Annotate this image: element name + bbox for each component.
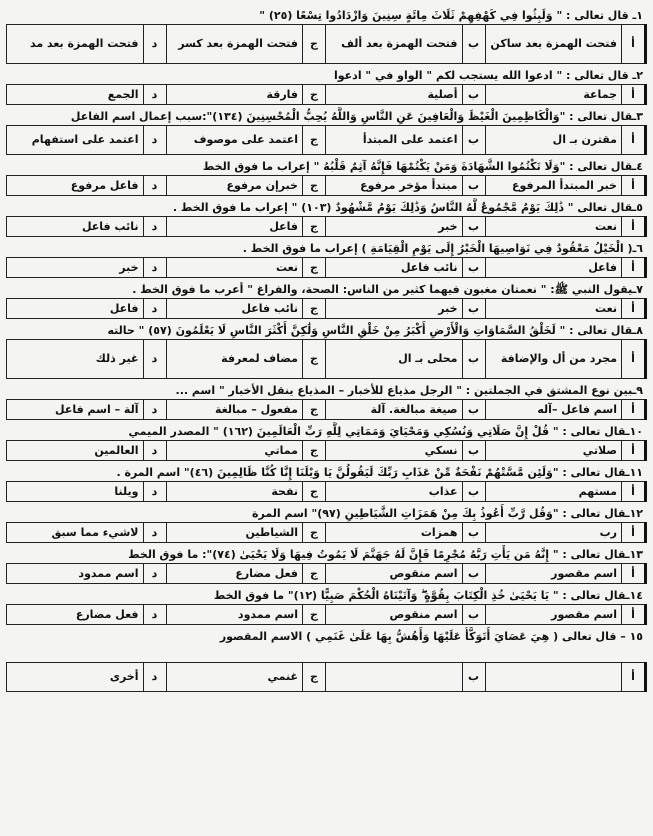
option-letter: د [143,25,166,64]
option-c[interactable]: اعتمد على موصوف [166,126,303,155]
option-c[interactable]: خبرإن مرفوع [166,176,303,196]
question [6,422,647,461]
option-letter: ج [303,258,326,278]
option-letter: ج [303,564,326,584]
option-a[interactable]: مستهم [485,482,622,502]
option-b[interactable]: عذاب [326,482,463,502]
option-letter: ج [303,663,326,692]
option-letter: د [143,564,166,584]
option-letter: ج [303,340,326,379]
option-letter: أ [622,400,646,420]
option-b[interactable]: اعتمد على المبتدأ [326,126,463,155]
option-a[interactable]: اسم مقصور [485,564,622,584]
option-c[interactable]: نائب فاعل [166,299,303,319]
question [6,157,647,196]
question-stem: ٣ـقال تعالى : "وَالْكَاظِمِينَ الْغَيْظَ وَالْعَافِينَ عَنِ النَّاسِ وَاللَّهُ يُحِبُّ الْمُحْسِنِينَ (١٣٤)":سبب إعمال اسم الفاعل [70,110,643,123]
question-stem: ١٠ـقال تعالى : " قُلْ إِنَّ صَلَاتِي وَنُسُكِي وَمَحْيَايَ وَمَمَاتِي لِلَّهِ رَبِّ الْعَالَمِينَ (١٦٢) " المصدر الميمي [128,425,643,438]
option-letter: ب [462,126,485,155]
options-table [6,604,647,625]
option-d[interactable]: ويلنا [7,482,144,502]
question-stem: ١٥ – قال تعالى ( هِيَ عَصَايَ أَتَوَكَّأُ عَلَيْهَا وَأَهُشُّ بِهَا عَلَىٰ غَنَمِي ) الاسم المقصور [219,630,643,643]
option-d[interactable]: فاعل [7,299,144,319]
option-letter: د [143,176,166,196]
option-b[interactable]: نائب فاعل [326,258,463,278]
question [6,504,647,543]
option-letter: ب [462,441,485,461]
option-letter: ج [303,441,326,461]
option-letter: ج [303,176,326,196]
option-letter: د [143,299,166,319]
option-a[interactable]: نعت [485,299,622,319]
option-d[interactable]: العالمين [7,441,144,461]
question-stem: ٨ـقال تعالى : " لَخَلْقُ السَّمَاوَاتِ وَالْأَرْضِ أَكْبَرُ مِنْ خَلْقِ النَّاسِ وَلَٰكِنَّ أَكْثَرَ النَّاسِ لَا يَعْلَمُونَ (٥٧) " حالته [107,324,643,337]
option-letter: د [143,340,166,379]
option-d[interactable]: أخرى [7,663,144,692]
option-letter: أ [622,126,646,155]
option-letter: د [143,605,166,625]
options-table [6,125,647,155]
option-letter: د [143,523,166,543]
option-letter: ج [303,523,326,543]
options-table [6,257,647,278]
option-a[interactable]: رب [485,523,622,543]
option-c[interactable]: غنمي [166,663,303,692]
option-a[interactable]: مجرد من أل والإضافة [485,340,622,379]
option-letter: أ [622,176,646,196]
option-letter: ج [303,217,326,237]
option-b[interactable]: نسكي [326,441,463,461]
option-b[interactable]: مبتدأ مؤخر مرفوع [326,176,463,196]
option-b[interactable]: أصلية [326,85,463,105]
option-d[interactable]: الجمع [7,85,144,105]
option-letter: أ [622,482,646,502]
question [6,280,647,319]
option-letter: ب [462,85,485,105]
option-b[interactable]: همزات [326,523,463,543]
option-b[interactable]: خبر [326,217,463,237]
question-stem: ٩ـبين نوع المشتق في الجملتين : " الرجل مذياع للأخبار – المذياع ينقل الأخبار " اسم ... [175,384,643,397]
option-a[interactable]: فتحت الهمزة بعد ساكن [485,25,622,64]
option-a[interactable]: فاعل [485,258,622,278]
option-a[interactable] [485,663,622,692]
option-a[interactable]: خبر المبتدأ المرفوع [485,176,622,196]
option-b[interactable] [326,663,463,692]
option-d[interactable]: اسم ممدود [7,564,144,584]
option-letter: أ [622,564,646,584]
option-letter: ج [303,482,326,502]
option-c[interactable]: نعت [166,258,303,278]
option-letter: أ [622,217,646,237]
question-stem: ٦ـ( الْخَيْلُ مَعْقُودٌ فِي نَوَاصِيهَا الْخَيْرُ إِلَى يَوْمِ الْقِيَامَةِ ) إعراب ما فوق الخط . [242,242,643,255]
option-d[interactable]: آلة – اسم فاعل [7,400,144,420]
option-c[interactable]: فاعل [166,217,303,237]
option-letter: ب [462,663,485,692]
option-letter: د [143,441,166,461]
question [6,239,647,278]
option-c[interactable]: فارقة [166,85,303,105]
option-letter: ب [462,400,485,420]
question-stem: ٥ـقال تعالى " ذَٰلِكَ يَوْمٌ مَّجْمُوعٌ لَّهُ النَّاسُ وَذَٰلِكَ يَوْمٌ مَّشْهُودٌ (١٠٣) " إعراب ما فوق الخط . [172,201,643,214]
question-stem: ١٤ـقال تعالى : " يَا يَحْيَىٰ خُذِ الْكِتَابَ بِقُوَّةٍ ۖ وَآتَيْنَاهُ الْحُكْمَ صَبِيًّا (١٢)" ما فوق الخط [213,589,643,602]
option-a[interactable]: اسم فاعل –آله [485,400,622,420]
option-d[interactable]: فتحت الهمزة بعد مد [7,25,144,64]
option-c[interactable]: مفعول – مبالغة [166,400,303,420]
option-c[interactable]: فتحت الهمزة بعد كسر [166,25,303,64]
question [6,66,647,105]
question [6,586,647,625]
option-b[interactable]: اسم منقوص [326,564,463,584]
question-stem: ١١ـقال تعالى : "وَلَئِن مَّسَّتْهُمْ نَفْحَةٌ مِّنْ عَذَابِ رَبِّكَ لَيَقُولُنَّ يَا وَيْلَنَا إِنَّا كُنَّا ظَالِمِينَ (٤٦)" اسم المرة . [116,466,643,479]
option-letter: ج [303,605,326,625]
option-a[interactable]: اسم مقصور [485,605,622,625]
option-letter: ب [462,605,485,625]
option-letter: د [143,126,166,155]
option-letter: أ [622,299,646,319]
options-table [6,563,647,584]
option-b[interactable]: صيغة مبالغة. آلة [326,400,463,420]
question-stem: ٢ـ قال تعالى : " ادعوا الله يستجب لكم " الواو في " ادعوا [334,69,643,82]
question [6,463,647,502]
option-letter: د [143,85,166,105]
option-b[interactable]: اسم منقوص [326,605,463,625]
option-a[interactable]: مقترن بـ ال [485,126,622,155]
option-letter: ج [303,400,326,420]
options-table [6,175,647,196]
option-b[interactable]: محلى بـ ال [326,340,463,379]
options-table [6,339,647,379]
option-letter: أ [622,441,646,461]
option-letter: د [143,663,166,692]
option-d[interactable]: فاعل مرفوع [7,176,144,196]
options-table [6,216,647,237]
option-d[interactable]: خبر [7,258,144,278]
question-stem: ١ـ قال تعالى : " وَلَبِثُوا فِي كَهْفِهِمْ ثَلَاثَ مِائَةٍ سِنِينَ وَازْدَادُوا تِسْعًا (٢٥) " [259,9,643,22]
option-letter: ب [462,258,485,278]
option-a[interactable]: نعت [485,217,622,237]
option-letter: ج [303,85,326,105]
option-letter: أ [622,25,646,64]
options-table [6,399,647,420]
option-letter: ب [462,482,485,502]
option-d[interactable]: نائب فاعل [7,217,144,237]
option-d[interactable]: فعل مضارع [7,605,144,625]
option-c[interactable]: مضاف لمعرفة [166,340,303,379]
option-letter: ب [462,176,485,196]
option-b[interactable]: فتحت الهمزة بعد ألف [326,25,463,64]
option-c[interactable]: نفحة [166,482,303,502]
question [6,627,647,692]
option-letter: ب [462,217,485,237]
option-letter: أ [622,605,646,625]
option-letter: ب [462,25,485,64]
question [6,107,647,155]
option-letter: أ [622,523,646,543]
options-table [6,24,647,64]
option-letter: د [143,400,166,420]
option-letter: أ [622,340,646,379]
option-d[interactable]: اعتمد على استفهام [7,126,144,155]
option-a[interactable]: جماعة [485,85,622,105]
question [6,381,647,420]
option-letter: أ [622,85,646,105]
question [6,6,647,64]
option-letter: أ [622,258,646,278]
option-letter: ب [462,340,485,379]
option-a[interactable]: صلاتي [485,441,622,461]
option-c[interactable]: فعل مضارع [166,564,303,584]
question-stem: ٤ـقال تعالى : "وَلَا تَكْتُمُوا الشَّهَادَةَ وَمَنْ يَكْتُمْهَا فَإِنَّهُ آثِمٌ قَلْبُهُ " إعراب ما فوق الخط [202,160,643,173]
question [6,321,647,379]
option-letter: ب [462,299,485,319]
question [6,198,647,237]
question [6,545,647,584]
option-letter: د [143,482,166,502]
options-table [6,84,647,105]
option-c[interactable]: مماتي [166,441,303,461]
option-d[interactable]: غير ذلك [7,340,144,379]
option-letter: ب [462,564,485,584]
options-table [6,522,647,543]
option-d[interactable]: لاشيء مما سبق [7,523,144,543]
option-letter: ب [462,523,485,543]
question-stem: ١٢ـقال تعالى : "وَقُل رَّبِّ أَعُوذُ بِكَ مِنْ هَمَزَاتِ الشَّيَاطِينِ (٩٧)" اسم المرة [252,507,643,520]
options-table [6,662,647,692]
question-stem: ١٣ـقال تعالى : " إِنَّهُ مَن يَأْتِ رَبَّهُ مُجْرِمًا فَإِنَّ لَهُ جَهَنَّمَ لَا يَمُوتُ فِيهَا وَلَا يَحْيَىٰ (٧٤)": ما فوق الخط [128,548,643,561]
options-table [6,481,647,502]
option-letter: د [143,217,166,237]
option-c[interactable]: اسم ممدود [166,605,303,625]
option-letter: ج [303,299,326,319]
option-letter: د [143,258,166,278]
options-table [6,298,647,319]
option-letter: ج [303,126,326,155]
options-table [6,440,647,461]
option-b[interactable]: خبر [326,299,463,319]
option-c[interactable]: الشياطين [166,523,303,543]
option-letter: أ [622,663,646,692]
question-stem: ٧ـيقول النبي ﷺ: " نعمتان مغبون فيهما كثير من الناس: الصحة، والفراغ " أعرب ما فوق الخط . [132,283,643,296]
option-letter: ج [303,25,326,64]
